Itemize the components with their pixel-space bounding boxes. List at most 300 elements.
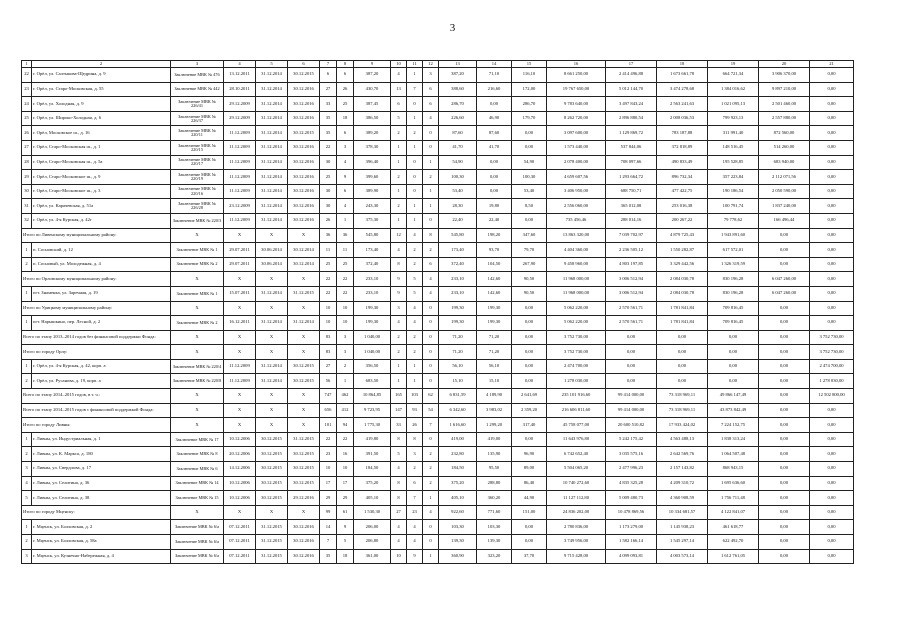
table-cell: 22,40 <box>477 213 512 228</box>
table-cell: 18 <box>337 111 354 126</box>
table-cell: 3 <box>22 549 32 564</box>
table-cell: 30.12.2015 <box>288 359 320 374</box>
table-cell: 99 <box>320 505 337 520</box>
table-cell: 771,60 <box>477 505 512 520</box>
table-cell: 288 014,16 <box>606 213 657 228</box>
table-cell: 199,30 <box>354 301 391 316</box>
table-cell: 1 021 095,13 <box>708 97 759 112</box>
table-cell: 8 <box>423 228 439 243</box>
table-cell: 11.12.2009 <box>224 184 256 199</box>
table-cell: 0,00 <box>810 155 854 170</box>
table-cell: 3 <box>337 345 354 360</box>
table-cell: 31.12.2014 <box>256 359 288 374</box>
table-cell: X <box>256 418 288 433</box>
table-cell: 73 318 969,11 <box>657 389 708 404</box>
table-cell: 2 <box>423 243 439 258</box>
table-cell: 0,00 <box>810 257 854 272</box>
document-cell: Заключение МВК № 220/19 <box>171 170 224 185</box>
table-cell: 4 <box>391 316 407 331</box>
table-cell: 22 <box>22 68 32 83</box>
table-cell: 41,70 <box>477 140 512 155</box>
table-row <box>22 535 854 550</box>
table-cell: 419,80 <box>354 432 391 447</box>
table-cell: X <box>288 389 320 404</box>
column-number: 20 <box>759 61 810 68</box>
table-cell: 1 <box>22 243 32 258</box>
table-cell: 461 618,77 <box>708 520 759 535</box>
table-cell: 688 750,71 <box>606 184 657 199</box>
table-cell: 0,00 <box>759 418 810 433</box>
document-cell: Заключение МВК № 476 <box>171 68 224 83</box>
table-cell: 22 <box>320 140 337 155</box>
table-cell: 6 <box>423 257 439 272</box>
column-number: 6 <box>288 61 320 68</box>
table-cell: 387,20 <box>439 68 477 83</box>
table-cell: 07.12.2011 <box>224 535 256 550</box>
table-cell: 2 008 036,53 <box>657 111 708 126</box>
table-cell: 31.12.2014 <box>256 374 288 389</box>
table-cell: 7 224 152,75 <box>708 418 759 433</box>
table-cell: 3 474 278,68 <box>657 82 708 97</box>
table-cell: 514 260,00 <box>759 140 810 155</box>
table-cell: 13.12.2011 <box>224 68 256 83</box>
table-cell: 206,80 <box>354 535 391 550</box>
table-cell: 0,00 <box>759 462 810 477</box>
table-cell: 0,00 <box>657 359 708 374</box>
table-cell: 12 <box>391 228 407 243</box>
table-cell: X <box>288 505 320 520</box>
table-cell: 1 545 297,14 <box>657 535 708 550</box>
table-cell: 288,80 <box>477 476 512 491</box>
table-cell: 8 <box>391 432 407 447</box>
table-cell: X <box>224 345 256 360</box>
table-row <box>22 140 854 155</box>
column-number: 8 <box>337 61 354 68</box>
table-cell: 198,20 <box>477 228 512 243</box>
table-cell: 31.12.2015 <box>256 549 288 564</box>
table-cell: 1 278 030,00 <box>547 374 606 389</box>
table-cell: 31.12.2014 <box>256 316 288 331</box>
table-row <box>22 286 854 301</box>
table-cell: X <box>224 301 256 316</box>
table-row <box>22 520 854 535</box>
table-cell: 709 816,45 <box>708 301 759 316</box>
table-cell: 0,00 <box>477 155 512 170</box>
table-cell: 10 <box>320 301 337 316</box>
table-cell: 7 <box>407 491 423 506</box>
table-cell: 430,70 <box>354 82 391 97</box>
table-cell: 232,80 <box>439 447 477 462</box>
table-cell: 0,00 <box>810 140 854 155</box>
table-cell: 1 573 440,00 <box>547 140 606 155</box>
table-cell: 1 <box>423 155 439 170</box>
table-cell: 11.12.2009 <box>224 140 256 155</box>
table-cell: 216,60 <box>477 82 512 97</box>
table-cell: 372,40 <box>354 257 391 272</box>
table-cell: 872 560,00 <box>759 126 810 141</box>
table-cell: 5 <box>337 535 354 550</box>
table-cell: 1 <box>391 374 407 389</box>
table-cell: 35 <box>320 111 337 126</box>
table-cell: 0,00 <box>810 68 854 83</box>
table-cell: 1 756 711,48 <box>708 491 759 506</box>
subtotal-label: Всего по этапу 2014–2015 годов, в т. ч.: <box>22 389 171 404</box>
table-cell: 2 <box>22 535 32 550</box>
table-row <box>22 374 854 389</box>
table-cell: 11.12.2009 <box>224 374 256 389</box>
table-cell: X <box>256 301 288 316</box>
table-cell: 0 <box>423 374 439 389</box>
table-cell: 0,00 <box>759 359 810 374</box>
table-cell: 1 064 507,48 <box>708 447 759 462</box>
table-cell: 2 570 561,71 <box>606 301 657 316</box>
table-cell: 6 <box>337 126 354 141</box>
table-cell: X <box>256 228 288 243</box>
address-cell: г. Орёл, Старо-Московская ш., д. 1 <box>32 140 171 155</box>
table-cell: 96,90 <box>512 447 547 462</box>
table-cell: 6 <box>407 476 423 491</box>
table-cell: 0,00 <box>759 403 810 418</box>
table-cell: 0,00 <box>759 447 810 462</box>
subtotal-row <box>22 418 854 433</box>
table-cell: 0,00 <box>810 82 854 97</box>
table-cell: 4 <box>407 301 423 316</box>
table-cell: 1 <box>391 359 407 374</box>
table-cell: 3 <box>22 462 32 477</box>
column-number: 2 <box>32 61 171 68</box>
table-cell: 0,00 <box>810 170 854 185</box>
table-cell: 173,40 <box>439 243 477 258</box>
table-cell: X <box>256 345 288 360</box>
table-cell: 0,00 <box>759 389 810 404</box>
address-cell: г. Орёл, Старо-Московская ш., д. 5а <box>32 155 171 170</box>
table-cell: 30.12.2016 <box>288 155 320 170</box>
table-cell: 1 <box>391 140 407 155</box>
table-cell: 173,40 <box>354 243 391 258</box>
table-cell: 71,20 <box>439 345 477 360</box>
table-cell: 1 <box>22 359 32 374</box>
subtotal-row <box>22 345 854 360</box>
table-cell: 2 570 561,71 <box>606 316 657 331</box>
table-cell: 31.12.2014 <box>256 82 288 97</box>
table-cell: 4 <box>391 520 407 535</box>
table-cell: 226,60 <box>439 111 477 126</box>
table-cell: 3 329 442,56 <box>657 257 708 272</box>
table-cell: 708 097,66 <box>606 155 657 170</box>
document-cell: Заключение МВК № 1 <box>171 243 224 258</box>
table-cell: 545,80 <box>439 228 477 243</box>
table-cell: 29.07.2011 <box>224 243 256 258</box>
table-cell: 31.12.2015 <box>288 286 320 301</box>
table-cell: 1 384 016,62 <box>708 82 759 97</box>
table-cell: 27 <box>22 140 32 155</box>
table-cell: 267,90 <box>512 257 547 272</box>
table-cell: 1 <box>407 140 423 155</box>
table-cell: 4 835 325,28 <box>606 476 657 491</box>
subtotal-label: Итого по Орловскому муниципальному району: <box>22 272 171 287</box>
table-cell: 286,70 <box>512 97 547 112</box>
table-cell: 0,00 <box>810 97 854 112</box>
table-cell: 1 <box>337 374 354 389</box>
table-cell: 30.12.2015 <box>288 462 320 477</box>
table-cell: 27 <box>320 359 337 374</box>
table-cell: 4 <box>391 462 407 477</box>
table-cell: 783 187,88 <box>657 126 708 141</box>
table-cell: 2 084 030,78 <box>657 272 708 287</box>
column-number: 21 <box>810 61 854 68</box>
table-cell: 4 <box>423 505 439 520</box>
table-cell: 799 923,13 <box>708 111 759 126</box>
table-cell: 656 <box>320 403 337 418</box>
address-cell: г. Орёл, ул. Карачевская, д. 51а <box>32 199 171 214</box>
address-cell: г. Орёл, ул. Широко-Холодная, д. 6 <box>32 111 171 126</box>
table-cell: 537 844,06 <box>606 140 657 155</box>
table-cell: 1 <box>22 520 32 535</box>
table-cell: 28,30 <box>439 199 477 214</box>
column-number: 18 <box>657 61 708 68</box>
table-cell: 8 262 720,00 <box>547 111 606 126</box>
table-cell: 2 112 071,56 <box>759 170 810 185</box>
table-cell: 2 <box>423 170 439 185</box>
table-cell: 0,00 <box>810 286 854 301</box>
table-cell: X <box>288 403 320 418</box>
address-cell: п. Сосновский, д. 12 <box>32 243 171 258</box>
table-cell: 2 <box>407 462 423 477</box>
table-cell: 23 <box>407 505 423 520</box>
document-cell: Заключение МВК № 220/15 <box>171 140 224 155</box>
table-cell: 868 943,15 <box>708 462 759 477</box>
table-cell: 199,30 <box>439 301 477 316</box>
table-cell: 0,00 <box>810 126 854 141</box>
table-cell: 5 012 144,70 <box>606 82 657 97</box>
page-number: 3 <box>449 22 456 34</box>
table-cell: 1 <box>407 111 423 126</box>
table-cell: 2 642 569,76 <box>657 447 708 462</box>
table-cell: 5 <box>391 447 407 462</box>
column-number: 1 <box>22 61 32 68</box>
table-cell: 22 <box>337 432 354 447</box>
column-number-row <box>22 61 854 68</box>
table-cell: 0,00 <box>657 374 708 389</box>
table-cell: 26 <box>337 82 354 97</box>
table-cell: 29.07.2011 <box>224 257 256 272</box>
table-cell: X <box>171 228 224 243</box>
table-cell: 3 752 730,00 <box>810 330 854 345</box>
table-cell: 14.12.2006 <box>224 462 256 477</box>
table-cell: 0,00 <box>759 301 810 316</box>
table-cell: 19,80 <box>477 199 512 214</box>
table-cell: 233,10 <box>354 286 391 301</box>
table-cell: 6 342,60 <box>439 403 477 418</box>
table-row <box>22 199 854 214</box>
table-cell: 2 501 460,00 <box>759 97 810 112</box>
table-cell: 43 873 842,49 <box>708 403 759 418</box>
address-cell: г. Орёл, ул. 4-я Курская, д. 42г <box>32 213 171 228</box>
table-row <box>22 257 854 272</box>
table-cell: 4 122 841,07 <box>708 505 759 520</box>
table-cell: 0,00 <box>810 418 854 433</box>
table-cell: 31.12.2014 <box>256 111 288 126</box>
table-cell: 490 833,49 <box>657 155 708 170</box>
table-cell: 3 035 575,16 <box>606 447 657 462</box>
table-cell: 3 752 730,00 <box>547 330 606 345</box>
table-cell: 73 318 969,11 <box>657 403 708 418</box>
table-cell: 3 006 512,94 <box>606 286 657 301</box>
table-cell: 30.12.2016 <box>288 199 320 214</box>
address-cell: г. Орёл, Старо-Московское ш., д. 3 <box>32 184 171 199</box>
table-row <box>22 68 854 83</box>
table-cell: 830 196,28 <box>708 272 759 287</box>
table-cell: 139,30 <box>439 535 477 550</box>
table-cell: 142,60 <box>477 272 512 287</box>
table-cell: 0,00 <box>810 491 854 506</box>
table-cell: 6 047 260,00 <box>759 286 810 301</box>
table-cell: 243,30 <box>354 199 391 214</box>
subtotal-label: Итого по городу Орлу: <box>22 345 171 360</box>
table-cell: 2 078 400,00 <box>547 155 606 170</box>
table-cell: 1 <box>423 184 439 199</box>
table-cell: 0 <box>423 316 439 331</box>
table-cell: 1 775,30 <box>354 418 391 433</box>
table-cell: 2 563 241,63 <box>657 97 708 112</box>
table-cell: X <box>224 418 256 433</box>
table-cell: 8 <box>391 491 407 506</box>
table-cell: 375,20 <box>354 476 391 491</box>
address-cell: пгт. Знаменка, ул. Заречная, д. 19 <box>32 286 171 301</box>
table-cell: 0,00 <box>606 374 657 389</box>
table-cell: 31.12.2014 <box>256 170 288 185</box>
table-cell: X <box>224 403 256 418</box>
table-cell: 2 <box>423 447 439 462</box>
table-cell: 166 496,44 <box>759 213 810 228</box>
table-cell: 9 <box>337 520 354 535</box>
table-cell: 5 062 220,00 <box>547 316 606 331</box>
column-number: 13 <box>439 61 477 68</box>
table-cell: 79,70 <box>512 243 547 258</box>
table-cell: 1 781 841,84 <box>657 316 708 331</box>
table-cell: 0,00 <box>759 228 810 243</box>
table-cell: 2 556 060,00 <box>547 199 606 214</box>
table-cell: 1 <box>407 68 423 83</box>
column-number: 15 <box>512 61 547 68</box>
table-cell: 0 <box>423 520 439 535</box>
table-cell: 3 406 950,00 <box>547 184 606 199</box>
table-cell: 22 <box>337 272 354 287</box>
table-cell: 1 <box>22 432 32 447</box>
table-cell: 30.12.2015 <box>256 462 288 477</box>
table-cell: 29.12.2016 <box>288 491 320 506</box>
table-cell: 10.12.2006 <box>224 476 256 491</box>
table-cell: 0,00 <box>708 330 759 345</box>
table-cell: 30.12.2016 <box>288 111 320 126</box>
table-cell: 30.12.2016 <box>288 97 320 112</box>
table-cell: 1 <box>22 286 32 301</box>
table-cell: 462 <box>337 389 354 404</box>
table-cell: 1 838 313,24 <box>708 432 759 447</box>
table-cell: X <box>288 418 320 433</box>
subtotal-row <box>22 228 854 243</box>
table-cell: X <box>171 301 224 316</box>
table-cell: 11 968 000,00 <box>547 286 606 301</box>
table-cell: 1 943 891,60 <box>708 228 759 243</box>
table-cell: 25 <box>337 257 354 272</box>
table-cell: 33 <box>320 97 337 112</box>
table-cell: 20 600 510,82 <box>606 418 657 433</box>
table-cell: 4 659 607,56 <box>547 170 606 185</box>
table-cell: 24 <box>22 97 32 112</box>
table-cell: 3 <box>391 301 407 316</box>
table-cell: 2 <box>407 257 423 272</box>
table-cell: 83 <box>320 345 337 360</box>
table-cell: 30.12.2015 <box>256 476 288 491</box>
table-cell: 31.12.2015 <box>288 432 320 447</box>
table-row <box>22 213 854 228</box>
table-cell: 1 <box>22 316 32 331</box>
subtotal-label: Итого по городу Мценску: <box>22 505 171 520</box>
address-cell: г. Мценск, ул. Кузнечно-Набережная, д. 4 <box>32 549 171 564</box>
table-cell: 10.12.2006 <box>224 491 256 506</box>
table-cell: 0,00 <box>657 330 708 345</box>
table-cell: 2 <box>22 374 32 389</box>
table-cell: 1 <box>407 374 423 389</box>
table-cell: 3 <box>423 68 439 83</box>
table-cell: 100 791,74 <box>708 199 759 214</box>
table-cell: 378,30 <box>354 140 391 155</box>
table-cell: 1 616,60 <box>439 418 477 433</box>
table-cell: 11 <box>320 243 337 258</box>
table-cell: 0,00 <box>810 505 854 520</box>
table-cell: 1 <box>337 213 354 228</box>
table-cell: 0,00 <box>810 549 854 564</box>
table-cell: 3 097 600,00 <box>547 126 606 141</box>
table-cell: 30.12.2015 <box>288 374 320 389</box>
table-cell: 0,00 <box>477 97 512 112</box>
table-cell: 0,00 <box>759 549 810 564</box>
table-cell: 13 <box>391 82 407 97</box>
table-cell: 361,00 <box>354 549 391 564</box>
table-cell: 2 <box>391 330 407 345</box>
table-cell: 9 723,95 <box>354 403 391 418</box>
table-cell: 0,00 <box>708 359 759 374</box>
table-cell: 23.12.2009 <box>224 199 256 214</box>
document-cell: Заключение МВК № 226/28 <box>171 199 224 214</box>
table-cell: 22 <box>320 272 337 287</box>
table-cell: 0,00 <box>759 243 810 258</box>
table-cell: 90,50 <box>512 286 547 301</box>
document-cell: Заключение МВК № 226/41 <box>171 97 224 112</box>
table-cell: 16.12.2011 <box>224 316 256 331</box>
table-cell: 6 047 260,00 <box>759 272 810 287</box>
table-cell: 100,30 <box>512 170 547 185</box>
table-cell: 07.12.2011 <box>224 520 256 535</box>
table-cell: 5 062 220,00 <box>547 301 606 316</box>
table-cell: 22 <box>320 432 337 447</box>
table-cell: 1 <box>391 184 407 199</box>
table-cell: 0,00 <box>759 476 810 491</box>
table-cell: 6 <box>423 97 439 112</box>
table-cell: 83 <box>320 330 337 345</box>
table-cell: 151,00 <box>512 505 547 520</box>
table-cell: 10 <box>320 316 337 331</box>
table-cell: 11.12.2009 <box>224 170 256 185</box>
table-row <box>22 155 854 170</box>
address-cell: г. Ливны, ул. Селитина, д. 38 <box>32 491 171 506</box>
table-cell: 41,70 <box>439 140 477 155</box>
table-cell: X <box>171 272 224 287</box>
table-cell: 56,10 <box>439 359 477 374</box>
document-cell: Заключение МВК № 1 <box>171 286 224 301</box>
table-cell: 10 <box>337 301 354 316</box>
